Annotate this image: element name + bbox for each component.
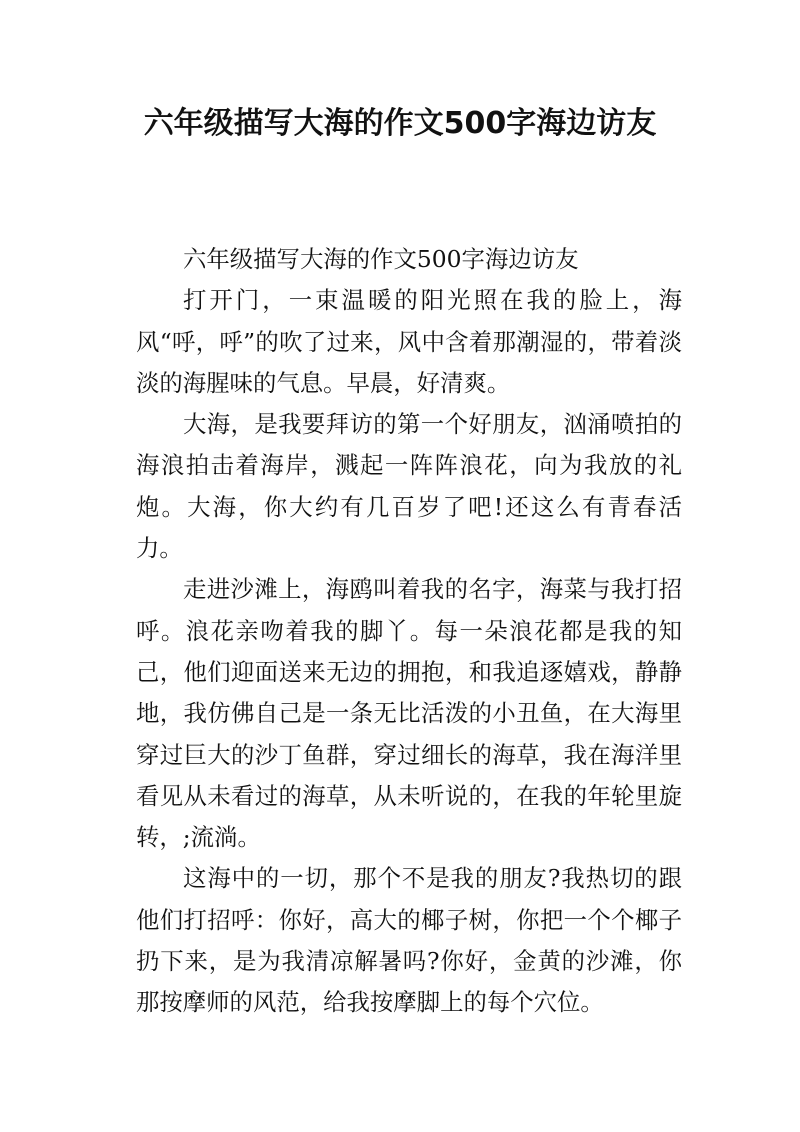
- paragraph-3: 走进沙滩上，海鸥叫着我的名字，海菜与我打招呼。浪花亲吻着我的脚丫。每一朵浪花都是我的知己，他们迎面送来无边的拥抱，和我追逐嬉戏，静静地，我仿佛自己是一条无比活泼的小丑鱼，在大海里穿过巨大的沙丁鱼群，穿过细长的海草，我在海洋里看见从未看过的海草，从未听说的，在我的年轮里旋转，;流淌。: [136, 575, 682, 852]
- paragraph-subtitle: 六年级描写大海的作文500字海边访友: [183, 245, 579, 273]
- document-title: 六年级描写大海的作文500字海边访友: [143, 106, 657, 141]
- paragraph-2: 大海，是我要拜访的第一个好朋友，汹涌喷拍的海浪拍击着海岸，溅起一阵阵浪花，向为我放的礼炮。大海，你大约有几百岁了吧!还这么有青春活力。: [136, 410, 682, 563]
- paragraph-4: 这海中的一切，那个不是我的朋友?我热切的跟他们打招呼：你好，高大的椰子树，你把一个个椰子扔下来，是为我清凉解暑吗?你好，金黄的沙滩，你那按摩师的风范，给我按摩脚上的每个穴位。: [136, 864, 682, 1017]
- document-body: [136, 239, 682, 1024]
- paragraph-1: 打开门，一束温暖的阳光照在我的脸上，海风“呼，呼”的吹了过来，风中含着那潮湿的，带着淡淡的海腥味的气息。早晨，好清爽。: [136, 286, 682, 397]
